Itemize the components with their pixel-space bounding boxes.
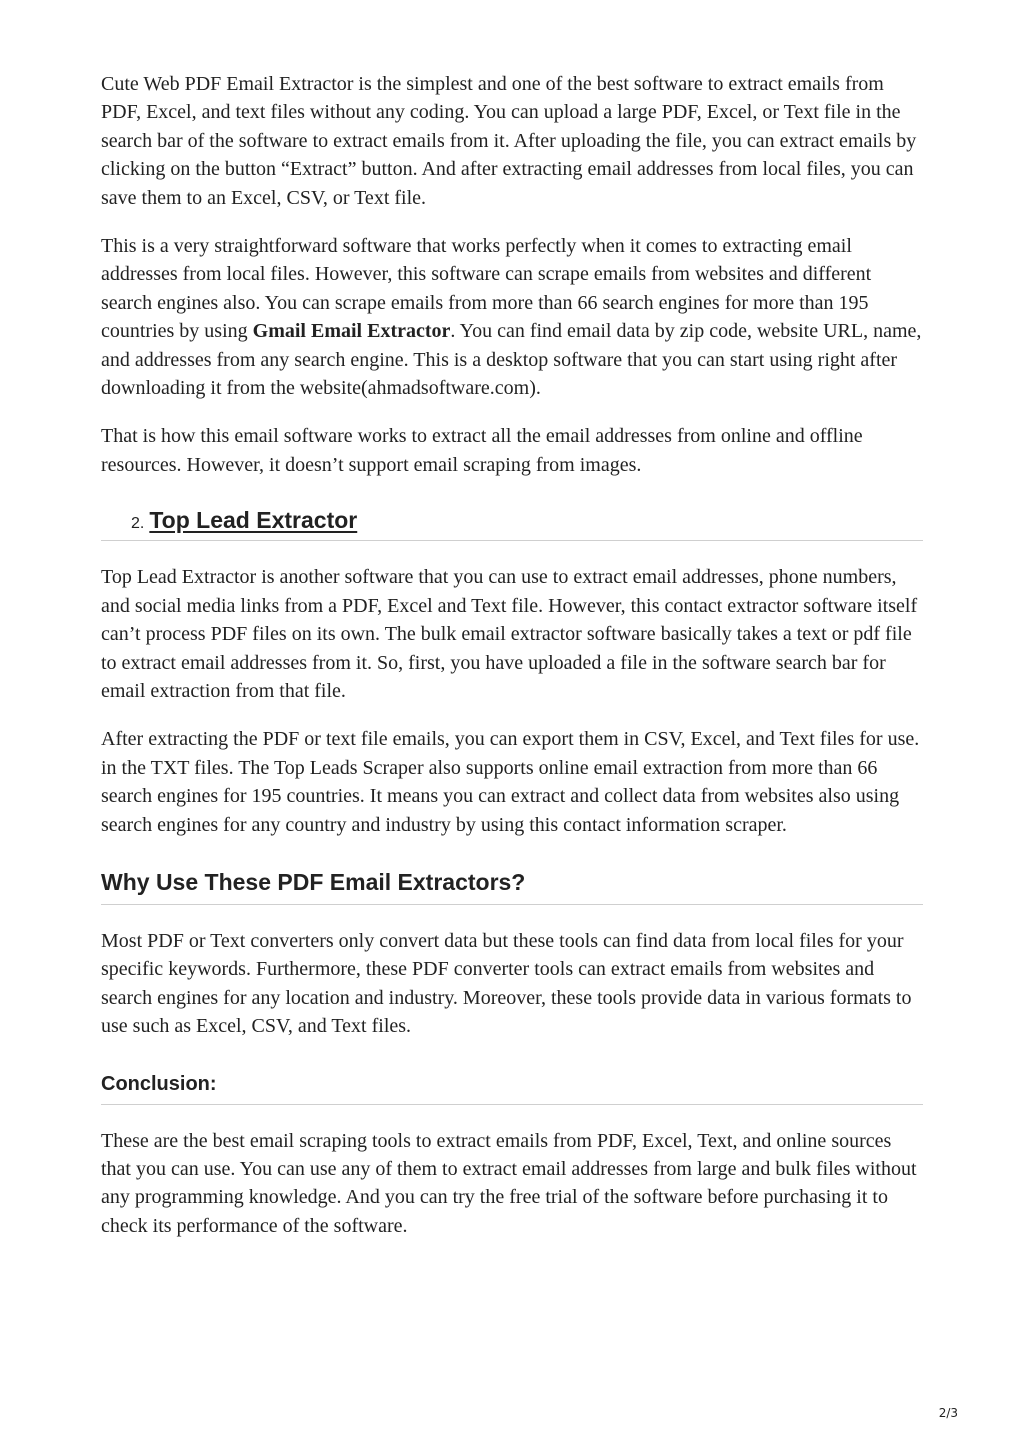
list-item-number: 2. [131, 515, 145, 533]
page-number: 2/3 [938, 1406, 958, 1420]
why-paragraph: Most PDF or Text converters only convert data but these tools can find data from local files for your specific keywords. Furthermore, these PDF converter tools can extract emails from websites and search engines for any location and industry. Moreover, these tools provide data in various formats to use such as Excel, CSV, and Text files. [101, 929, 912, 1038]
intro-paragraph-2-text-before: This is a very straightforward software that works perfectly when it comes to extracting email addresses from local files. However, this software can scrape emails from websites and different search engines also. You can scrape emails from more than 66 search engines for more than 195 countries by using [101, 235, 872, 343]
top-lead-extractor-link[interactable]: Top Lead Extractor [149, 507, 358, 534]
section-heading-conclusion: Conclusion: [101, 1073, 923, 1105]
section-heading-why: Why Use These PDF Email Extractors? [101, 869, 923, 905]
intro-paragraph-2 [101, 232, 923, 402]
top-lead-paragraph-1: Top Lead Extractor is another software that you can use to extract email addresses, phone numbers, and social media links from a PDF, Excel and Text file. However, this contact extractor software itself can’t process PDF files on its own. The bulk email extractor software basically takes a text or pdf file to extract email addresses from it. So, first, you have uploaded a file in the software search bar for email extraction from that file. [101, 566, 918, 702]
gmail-email-extractor-text: Gmail Email Extractor [252, 320, 451, 343]
intro-paragraph-2-text-after: . You can find email data by zip code, website URL, name, and addresses from any search engine. This is a desktop software that you can start using right after downloading it from the website(ahmadsoftware.com). [101, 320, 922, 400]
top-lead-paragraph-2: After extracting the PDF or text file emails, you can export them in CSV, Excel, and Text files for use. in the TXT files. The Top Leads Scraper also supports online email extraction from more than 66 search engines for 195 countries. It means you can extract and collect data from websites also using search engines for any country and industry by using this contact information scraper. [101, 728, 920, 836]
list-item-heading [101, 507, 923, 541]
intro-paragraph-3: That is how this email software works to extract all the email addresses from online and offline resources. However, it doesn’t support email scraping from images. [101, 425, 863, 476]
intro-paragraph-1: Cute Web PDF Email Extractor is the simplest and one of the best software to extract emails from PDF, Excel, and text files without any coding. You can upload a large PDF, Excel, or Text file in the search bar of the software to extract emails from it. After uploading the file, you can extract emails by clicking on the button “Extract” button. And after extracting email addresses from local files, you can save them to an Excel, CSV, or Text file. [101, 73, 917, 209]
conclusion-paragraph: These are the best email scraping tools to extract emails from PDF, Excel, Text, and online sources that you can use. You can use any of them to extract email addresses from large and bulk files without any programming knowledge. And you can try the free trial of the software before purchasing it to check its performance of the software. [101, 1129, 917, 1237]
document-page [101, 70, 923, 1260]
